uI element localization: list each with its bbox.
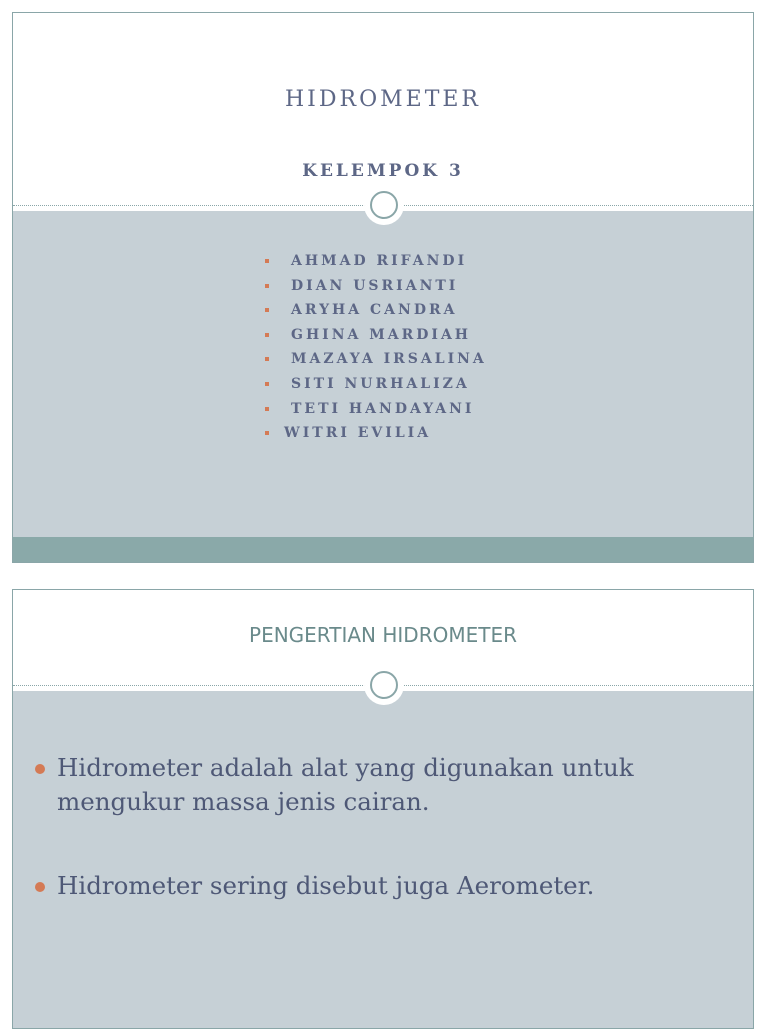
slide-2-title: PENGERTIAN HIDROMETER (249, 623, 517, 647)
square-bullet-icon (265, 431, 269, 435)
square-bullet-icon (265, 407, 269, 411)
square-bullet-icon (265, 382, 269, 386)
slide-2-body (13, 691, 753, 1029)
list-item (33, 869, 733, 903)
member-name: WITRI EVILIA (284, 425, 432, 442)
member-name: SITI NURHALIZA (291, 375, 470, 392)
list-item (263, 347, 487, 372)
square-bullet-icon (265, 357, 269, 361)
ring-ornament-icon (364, 665, 404, 705)
list-item (263, 249, 487, 274)
bullet-text: Hidrometer sering disebut juga Aerometer. (57, 871, 595, 900)
slide-1-body (13, 211, 753, 537)
member-list (263, 249, 487, 446)
member-name: DIAN USRIANTI (291, 277, 459, 294)
list-item (263, 421, 487, 446)
member-name: TETI HANDAYANI (291, 400, 475, 417)
list-item (263, 323, 487, 348)
footer-band (13, 537, 753, 563)
list-item (263, 372, 487, 397)
slide-1-header (13, 13, 753, 211)
slide-2 (12, 589, 754, 1029)
member-name: MAZAYA IRSALINA (291, 351, 487, 368)
slide-1-subtitle: KELEMPOK 3 (302, 161, 464, 181)
ring-ornament-icon (364, 185, 404, 225)
square-bullet-icon (265, 284, 269, 288)
list-item (263, 298, 487, 323)
round-bullet-icon (35, 882, 45, 892)
member-name: GHINA MARDIAH (291, 326, 472, 343)
slide-1-title: HIDROMETER (285, 87, 481, 112)
square-bullet-icon (265, 308, 269, 312)
slide-1 (12, 12, 754, 563)
member-name: AHMAD RIFANDI (291, 253, 468, 269)
bullet-list (33, 751, 733, 903)
list-item (263, 397, 487, 422)
list-item (33, 751, 733, 869)
bullet-text: Hidrometer adalah alat yang digunakan untuk mengukur massa jenis cairan. (57, 753, 634, 816)
square-bullet-icon (265, 259, 269, 263)
member-name: ARYHA CANDRA (291, 302, 458, 319)
square-bullet-icon (265, 333, 269, 337)
round-bullet-icon (35, 764, 45, 774)
list-item (263, 274, 487, 299)
